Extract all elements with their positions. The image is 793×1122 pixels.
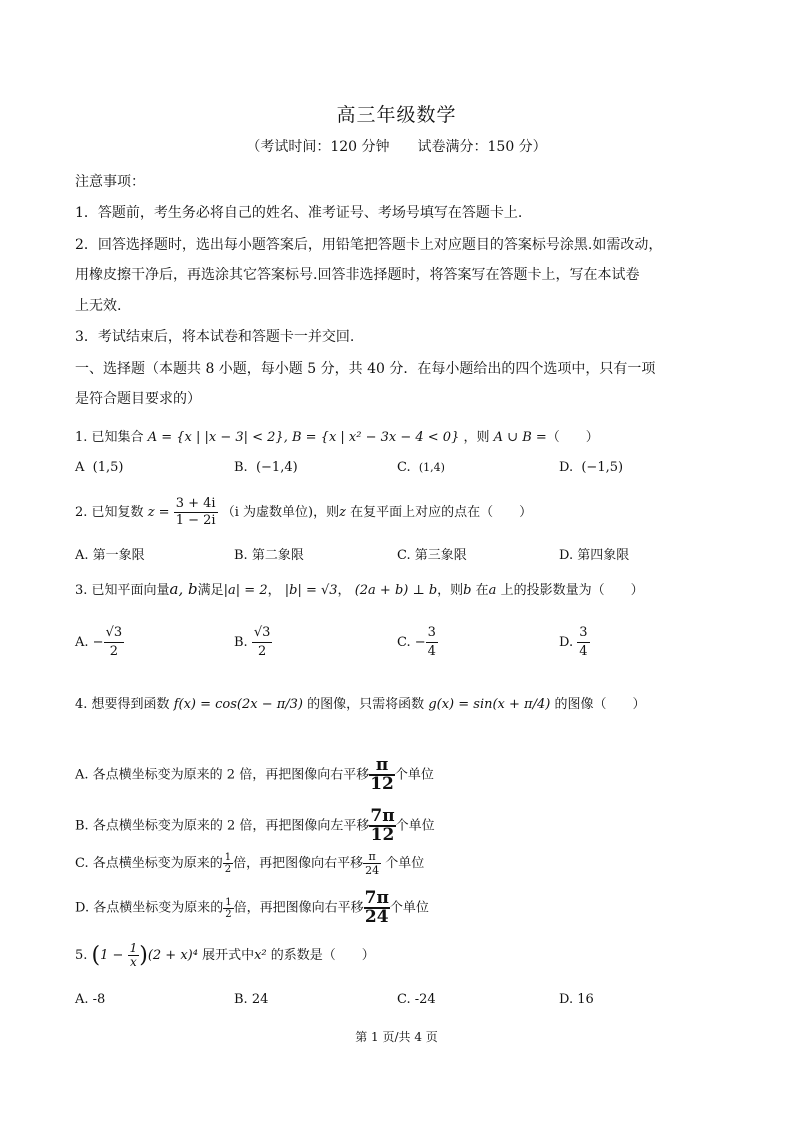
note-item-2-line-1: 2．回答选择题时，选出每小题答案后，用铅笔把答题卡上对应题目的答案标号涂黑.如需改动，	[75, 237, 663, 253]
q4-option-d: D. 各点横坐标变为原来的 $\frac{1}{2}$ 倍，再把图像向右平移 $\frac{7\pi}{24}$ 个单位	[75, 888, 429, 927]
note-item-2-line-3: 上无效.	[75, 298, 122, 314]
q5-option-d: D. 16	[559, 992, 594, 1007]
q3-end: 上的投影数量为（ ）	[500, 583, 644, 598]
q2-numerator: 3 + 4i	[175, 496, 216, 511]
q5-expr-2: (2 + x)⁴	[147, 948, 198, 963]
q3-prefix: 3. 已知平面向量	[75, 583, 170, 598]
q4-end: 的图像（ ）	[554, 697, 646, 712]
q5-expr-1: 1 −	[100, 948, 124, 963]
q3-option-b: B. $\frac{√3}{2}$	[234, 625, 271, 659]
q3-vectors: a, b	[169, 580, 198, 598]
q3-then: ，则	[437, 583, 464, 598]
q3-option-d: D. $\frac{3}{4}$	[559, 625, 588, 659]
exam-info: （考试时间：120 分钟 试卷满分：150 分）	[246, 139, 547, 155]
q4-mid: 的图像，只需将函数	[307, 697, 425, 712]
note-item-3: 3．考试结束后，将本试卷和答题卡一并交回.	[75, 329, 355, 345]
q5-x2: x²	[254, 948, 267, 963]
q5-fraction: $\frac{1}{x}$	[129, 941, 138, 969]
q2-option-b: B. 第二象限	[234, 548, 304, 563]
q2-option-d: D. 第四象限	[559, 548, 630, 563]
q5-text: 展开式中	[202, 948, 255, 963]
q3-b-vec: b	[463, 583, 472, 598]
q1-option-b: B. (−1,4)	[234, 460, 298, 475]
q5-option-c: C. -24	[397, 992, 436, 1007]
q2-denominator: 1 − 2i	[175, 513, 216, 528]
q3-cond: 满足	[197, 583, 224, 598]
q3-option-c: C. − $\frac{3}{4}$	[397, 625, 436, 659]
q2-end: 在复平面上对应的点在（ ）	[350, 505, 533, 520]
question-4	[75, 693, 645, 712]
q1-sets: A = {x | |x − 3| < 2}, B = {x | x² − 3x − 4 < 0}	[147, 430, 460, 445]
page-title: 高三年级数学	[336, 104, 457, 126]
q3-option-a: A. − $\frac{√3}{2}$	[75, 625, 123, 659]
q3-a-vec: a	[488, 583, 497, 598]
q2-fraction	[174, 496, 218, 529]
question-2	[75, 496, 532, 529]
q3-on: 在	[475, 583, 489, 598]
q1-prefix: 1. 已知集合	[75, 430, 144, 445]
q4-option-b: B. 各点横坐标变为原来的 2 倍，再把图像向左平移 $\frac{7\pi}{12}$ 个单位	[75, 806, 435, 845]
section-heading-line-1: 一、选择题（本题共 8 小题，每小题 5 分，共 40 分．在每小题给出的四个选项中，只有一项	[75, 361, 656, 377]
notes-heading: 注意事项：	[75, 174, 145, 190]
q2-z-eq: z =	[147, 505, 170, 520]
q2-option-c: C. 第三象限	[397, 548, 467, 563]
q4-option-c: C. 各点横坐标变为原来的 $\frac{1}{2}$ 倍，再把图像向右平移 $\frac{\pi}{24}$ 个单位	[75, 850, 425, 877]
question-3: 3. 已知平面向量a, b满足|a| = 2， |b| = √3， (2a + b) ⊥ b，则b 在a 上的投影数量为（ ）	[75, 580, 644, 598]
note-item-1: 1．答题前，考生务必将自己的姓名、准考证号、考场号填写在答题卡上.	[75, 205, 523, 221]
q2-text: （i 为虚数单位)，则	[221, 505, 340, 520]
question-5: 5. (1 − $\frac{1}{x}$ )(2 + x)⁴ 展开式中x² 的系数是（ ）	[75, 941, 375, 969]
q1-end: =（ ）	[535, 430, 599, 445]
q3-abs-a: |a| = 2	[223, 583, 268, 598]
q5-prefix: 5.	[75, 948, 88, 963]
q5-end: 的系数是（ ）	[270, 948, 375, 963]
q1-option-c: C. (1,4)	[397, 460, 445, 475]
q4-prefix: 4. 想要得到函数	[75, 697, 170, 712]
q4-g-expr: g(x) = sin(x + π/4)	[428, 697, 551, 712]
q5-option-a: A. -8	[75, 992, 106, 1007]
q2-prefix: 2. 已知复数	[75, 505, 144, 520]
q3-perp: (2a + b) ⊥ b	[354, 583, 438, 598]
q2-option-a: A. 第一象限	[75, 548, 145, 563]
section-heading-line-2: 是符合题目要求的）	[75, 391, 201, 407]
page-number: 第 1 页/共 4 页	[355, 1030, 438, 1044]
q1-union: A ∪ B	[493, 430, 532, 445]
q1-option-a: A (1,5)	[75, 460, 124, 475]
q5-option-b: B. 24	[234, 992, 269, 1007]
q2-z: z	[339, 505, 346, 520]
q4-option-a: A. 各点横坐标变为原来的 2 倍，再把图像向右平移 $\frac{\pi}{12}$ 个单位	[75, 755, 434, 794]
note-item-2-line-2: 用橡皮擦干净后，再选涂其它答案标号.回答非选择题时，将答案写在答题卡上，写在本试卷	[75, 267, 640, 283]
q1-option-d: D. (−1,5)	[559, 460, 624, 475]
q1-mid: ，则	[463, 430, 490, 445]
question-1	[75, 426, 599, 445]
q3-abs-b: |b| = √3	[284, 583, 338, 598]
q4-f-expr: f(x) = cos(2x − π/3)	[173, 697, 304, 712]
